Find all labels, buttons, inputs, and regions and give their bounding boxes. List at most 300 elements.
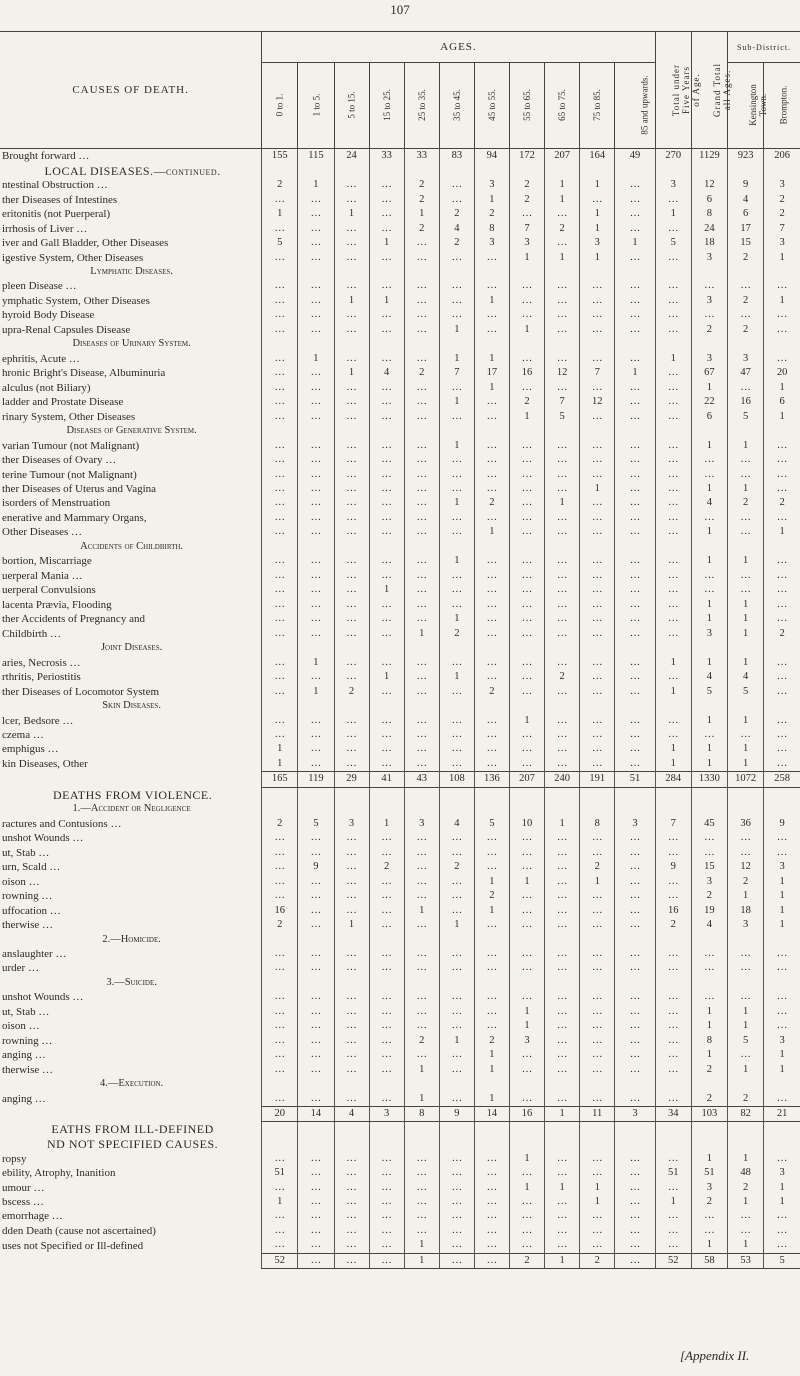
table-cell: … xyxy=(615,874,655,888)
table-cell: … xyxy=(655,626,691,640)
table-cell: … xyxy=(334,323,369,337)
table-cell: … xyxy=(509,569,544,583)
table-cell: … xyxy=(691,279,727,293)
table-cell: … xyxy=(580,831,615,845)
table-cell xyxy=(369,932,404,946)
table-cell xyxy=(474,1137,509,1151)
table-cell: … xyxy=(369,279,404,293)
table-cell: 1 xyxy=(691,525,727,539)
table-cell: … xyxy=(298,554,334,568)
table-cell: … xyxy=(404,1195,439,1209)
table-cell: 24 xyxy=(334,149,369,164)
row-label: bscess … xyxy=(2,1195,44,1208)
table-cell: … xyxy=(655,990,691,1004)
table-cell xyxy=(334,641,369,655)
table-cell: … xyxy=(545,757,580,772)
table-cell: … xyxy=(404,889,439,903)
table-cell: … xyxy=(474,846,509,860)
table-cell: 1 xyxy=(764,874,800,888)
table-cell: … xyxy=(545,655,580,669)
table-cell xyxy=(615,1122,655,1137)
table-cell: 1 xyxy=(691,655,727,669)
table-row xyxy=(0,918,800,932)
table-cell: … xyxy=(615,192,655,206)
table-cell: 1 xyxy=(298,655,334,669)
table-cell: … xyxy=(334,757,369,772)
table-cell xyxy=(369,641,404,655)
table-cell: … xyxy=(764,1224,800,1238)
table-cell: … xyxy=(545,438,580,452)
table-cell: … xyxy=(404,409,439,423)
table-cell: … xyxy=(369,1048,404,1062)
table-cell: … xyxy=(615,395,655,409)
table-cell: 1 xyxy=(545,1180,580,1194)
table-cell: … xyxy=(298,511,334,525)
table-cell: … xyxy=(369,381,404,395)
table-cell xyxy=(404,337,439,351)
table-cell: 3 xyxy=(615,1106,655,1121)
table-cell xyxy=(369,337,404,351)
table-cell: 191 xyxy=(580,772,615,787)
table-cell xyxy=(404,540,439,554)
row-label: uerperal Convulsions xyxy=(2,584,96,597)
table-cell: … xyxy=(764,569,800,583)
table-cell: … xyxy=(615,742,655,756)
table-cell: … xyxy=(369,1180,404,1194)
table-cell xyxy=(509,540,544,554)
table-row xyxy=(0,409,800,423)
table-cell: … xyxy=(298,670,334,684)
table-cell xyxy=(404,1137,439,1151)
row-label: varian Tumour (not Malignant) xyxy=(2,439,140,452)
table-cell: … xyxy=(615,1238,655,1253)
table-cell: … xyxy=(369,1091,404,1106)
table-cell: … xyxy=(474,279,509,293)
table-cell: 1 xyxy=(728,713,764,727)
table-cell xyxy=(580,787,615,802)
table-cell: … xyxy=(615,1209,655,1223)
section-heading-row xyxy=(0,540,800,554)
table-cell: 3 xyxy=(728,918,764,932)
table-cell: … xyxy=(615,569,655,583)
table-cell: … xyxy=(298,903,334,917)
row-label: ladder and Prostate Disease xyxy=(2,396,124,409)
table-cell: 4 xyxy=(691,918,727,932)
row-label: umour … xyxy=(2,1181,45,1194)
table-cell: 1 xyxy=(545,1253,580,1268)
table-cell: 1 xyxy=(439,554,474,568)
table-cell: … xyxy=(262,366,298,380)
table-cell: … xyxy=(404,525,439,539)
table-cell xyxy=(404,1122,439,1137)
table-cell: … xyxy=(615,1063,655,1077)
table-cell xyxy=(580,424,615,438)
table-cell: 53 xyxy=(728,1253,764,1268)
table-cell: … xyxy=(262,395,298,409)
table-cell xyxy=(728,641,764,655)
table-cell xyxy=(728,163,764,177)
table-cell: … xyxy=(262,1180,298,1194)
table-cell xyxy=(655,787,691,802)
table-cell: 7 xyxy=(509,221,544,235)
table-cell: … xyxy=(439,294,474,308)
table-cell: … xyxy=(474,1195,509,1209)
table-cell: 1 xyxy=(728,482,764,496)
table-cell: 1 xyxy=(728,1005,764,1019)
row-label: ropsy xyxy=(2,1152,27,1165)
table-cell xyxy=(545,540,580,554)
table-cell: … xyxy=(262,453,298,467)
table-cell xyxy=(298,163,334,177)
table-cell: … xyxy=(509,1224,544,1238)
table-cell: 4 xyxy=(334,1106,369,1121)
table-cell: … xyxy=(298,1209,334,1223)
table-cell: … xyxy=(298,1005,334,1019)
table-cell: … xyxy=(691,990,727,1004)
table-row xyxy=(0,612,800,626)
table-cell: … xyxy=(580,903,615,917)
table-cell: … xyxy=(404,918,439,932)
table-cell: 15 xyxy=(691,860,727,874)
table-cell: 34 xyxy=(655,1106,691,1121)
table-cell: 3 xyxy=(691,874,727,888)
table-cell: … xyxy=(580,583,615,597)
table-cell: 1 xyxy=(474,352,509,366)
table-cell: … xyxy=(298,598,334,612)
table-cell: 3 xyxy=(509,236,544,250)
table-cell xyxy=(545,1077,580,1091)
table-cell: … xyxy=(691,947,727,961)
table-cell: … xyxy=(655,554,691,568)
table-cell: 58 xyxy=(691,1253,727,1268)
table-cell: … xyxy=(404,1005,439,1019)
table-cell xyxy=(262,932,298,946)
row-label: uses not Specified or Ill-defined xyxy=(2,1239,144,1252)
table-cell: … xyxy=(615,1253,655,1268)
table-cell: … xyxy=(369,1238,404,1253)
table-cell: … xyxy=(545,511,580,525)
table-cell: 4 xyxy=(728,670,764,684)
table-cell: 136 xyxy=(474,772,509,787)
row-label: therwise … xyxy=(2,919,54,932)
table-cell: … xyxy=(439,583,474,597)
table-cell: 2 xyxy=(764,192,800,206)
table-cell: … xyxy=(545,990,580,1004)
table-cell: 2 xyxy=(509,192,544,206)
table-cell: … xyxy=(474,757,509,772)
table-cell: 1 xyxy=(655,1195,691,1209)
table-cell: … xyxy=(439,467,474,481)
table-cell: … xyxy=(404,874,439,888)
table-cell: … xyxy=(439,409,474,423)
table-cell: 1 xyxy=(439,612,474,626)
row-label: ut, Stab … xyxy=(2,1005,50,1018)
table-cell: … xyxy=(369,1151,404,1165)
table-cell: … xyxy=(298,961,334,975)
table-row xyxy=(0,1063,800,1077)
table-cell: … xyxy=(728,453,764,467)
table-cell: 1 xyxy=(404,207,439,221)
table-cell: … xyxy=(404,1209,439,1223)
table-cell: 8 xyxy=(404,1106,439,1121)
table-cell xyxy=(691,787,727,802)
table-cell: … xyxy=(298,742,334,756)
table-cell: … xyxy=(369,525,404,539)
table-cell: 16 xyxy=(509,366,544,380)
table-cell: … xyxy=(334,221,369,235)
table-cell: 4 xyxy=(691,670,727,684)
table-cell: … xyxy=(509,757,544,772)
table-cell: … xyxy=(655,381,691,395)
table-cell: 2 xyxy=(764,207,800,221)
table-cell: … xyxy=(655,1091,691,1106)
age-column-header: 25 to 35. xyxy=(404,63,439,149)
table-cell xyxy=(580,802,615,816)
table-cell: … xyxy=(580,670,615,684)
table-cell: … xyxy=(262,496,298,510)
table-cell: 9 xyxy=(439,1106,474,1121)
table-cell: 1 xyxy=(728,757,764,772)
table-cell: 2 xyxy=(580,1253,615,1268)
table-cell: … xyxy=(764,684,800,698)
table-cell: … xyxy=(369,1034,404,1048)
table-cell: … xyxy=(764,482,800,496)
table-cell: … xyxy=(545,1091,580,1106)
table-cell: 1 xyxy=(728,742,764,756)
table-cell: … xyxy=(509,511,544,525)
total-row xyxy=(0,1253,800,1268)
table-cell: 1 xyxy=(764,1063,800,1077)
table-cell xyxy=(262,1122,298,1137)
table-cell: … xyxy=(298,831,334,845)
row-label: emphigus … xyxy=(2,743,59,756)
table-row xyxy=(0,1238,800,1253)
table-cell: … xyxy=(545,525,580,539)
table-cell xyxy=(298,699,334,713)
table-cell: 1 xyxy=(728,554,764,568)
table-cell: 3 xyxy=(691,1180,727,1194)
table-cell: … xyxy=(691,1224,727,1238)
table-cell: 52 xyxy=(655,1253,691,1268)
table-cell: … xyxy=(509,903,544,917)
table-cell: 1 xyxy=(655,655,691,669)
table-cell: … xyxy=(474,554,509,568)
table-row xyxy=(0,670,800,684)
table-cell: … xyxy=(655,947,691,961)
table-cell: … xyxy=(655,598,691,612)
table-cell: … xyxy=(334,742,369,756)
row-label: 3.—Suicide. xyxy=(106,976,157,988)
table-cell: … xyxy=(298,990,334,1004)
table-cell: 2 xyxy=(691,1091,727,1106)
table-cell: … xyxy=(509,626,544,640)
table-cell: 7 xyxy=(545,395,580,409)
table-cell: 2 xyxy=(404,1034,439,1048)
table-cell: … xyxy=(615,947,655,961)
table-cell xyxy=(262,1077,298,1091)
table-cell: 16 xyxy=(262,903,298,917)
table-cell: 1129 xyxy=(691,149,727,164)
table-cell xyxy=(509,641,544,655)
table-cell: 1 xyxy=(655,684,691,698)
table-cell: … xyxy=(655,366,691,380)
table-cell: … xyxy=(509,381,544,395)
table-cell: … xyxy=(509,467,544,481)
table-cell xyxy=(764,787,800,802)
table-cell: 1 xyxy=(404,1253,439,1268)
row-label: therwise … xyxy=(2,1063,54,1076)
table-cell: 48 xyxy=(728,1166,764,1180)
table-cell: … xyxy=(580,918,615,932)
table-cell: … xyxy=(545,684,580,698)
table-cell: … xyxy=(509,612,544,626)
table-cell xyxy=(439,787,474,802)
table-cell: … xyxy=(369,569,404,583)
table-cell xyxy=(334,265,369,279)
table-cell: … xyxy=(509,947,544,961)
table-cell: … xyxy=(334,467,369,481)
table-cell: 1 xyxy=(509,1005,544,1019)
table-cell: … xyxy=(404,482,439,496)
table-cell: … xyxy=(298,713,334,727)
table-cell: 1 xyxy=(509,323,544,337)
table-cell xyxy=(655,424,691,438)
table-cell: 67 xyxy=(691,366,727,380)
table-cell xyxy=(369,802,404,816)
table-cell: 1 xyxy=(691,381,727,395)
table-cell: … xyxy=(655,889,691,903)
table-cell: … xyxy=(334,655,369,669)
table-cell xyxy=(545,424,580,438)
ages-header: AGES. xyxy=(262,32,656,63)
table-cell: … xyxy=(262,1209,298,1223)
table-cell xyxy=(615,424,655,438)
table-cell xyxy=(439,265,474,279)
table-row xyxy=(0,250,800,264)
row-label: ut, Stab … xyxy=(2,846,50,859)
table-cell: … xyxy=(404,655,439,669)
table-cell: … xyxy=(474,598,509,612)
table-cell: … xyxy=(545,467,580,481)
table-cell: … xyxy=(615,713,655,727)
table-cell: … xyxy=(474,626,509,640)
table-cell: … xyxy=(404,1048,439,1062)
table-cell xyxy=(728,540,764,554)
table-cell: 51 xyxy=(262,1166,298,1180)
table-cell: 1 xyxy=(474,294,509,308)
table-cell: 10 xyxy=(509,817,544,831)
table-cell: 3 xyxy=(728,352,764,366)
table-cell: 9 xyxy=(655,860,691,874)
row-label: urn, Scald … xyxy=(2,861,61,874)
table-cell: … xyxy=(334,236,369,250)
table-cell: … xyxy=(655,1151,691,1165)
table-cell: … xyxy=(298,1238,334,1253)
table-cell xyxy=(404,932,439,946)
table-cell: … xyxy=(615,1166,655,1180)
table-cell: … xyxy=(369,1019,404,1033)
table-row xyxy=(0,511,800,525)
table-cell: … xyxy=(369,598,404,612)
table-row xyxy=(0,323,800,337)
table-row xyxy=(0,395,800,409)
table-header xyxy=(0,32,800,149)
table-cell: … xyxy=(580,1224,615,1238)
table-cell: … xyxy=(615,684,655,698)
table-cell: 2 xyxy=(728,1091,764,1106)
table-cell: … xyxy=(545,323,580,337)
table-cell: 1 xyxy=(474,381,509,395)
table-cell: … xyxy=(615,308,655,322)
table-cell: … xyxy=(404,395,439,409)
row-label: 1.—Accident or Negligence xyxy=(72,803,191,815)
table-cell: 9 xyxy=(764,817,800,831)
table-cell: … xyxy=(334,1166,369,1180)
table-cell: … xyxy=(262,381,298,395)
table-cell: … xyxy=(369,947,404,961)
table-cell xyxy=(615,802,655,816)
table-cell: … xyxy=(764,323,800,337)
table-cell: 1 xyxy=(439,918,474,932)
table-cell: … xyxy=(728,1048,764,1062)
table-cell: … xyxy=(404,381,439,395)
table-cell xyxy=(439,1122,474,1137)
table-cell: … xyxy=(545,903,580,917)
table-cell: 45 xyxy=(691,817,727,831)
table-cell: … xyxy=(439,1166,474,1180)
table-cell: … xyxy=(580,511,615,525)
table-cell: 1 xyxy=(580,874,615,888)
age-column-header: 1 to 5. xyxy=(298,63,334,149)
table-cell: 1 xyxy=(691,1019,727,1033)
table-cell: … xyxy=(334,1091,369,1106)
table-cell: … xyxy=(509,554,544,568)
table-cell xyxy=(655,163,691,177)
table-cell: … xyxy=(615,250,655,264)
table-cell: … xyxy=(439,831,474,845)
table-cell: … xyxy=(439,947,474,961)
table-cell xyxy=(509,424,544,438)
table-cell: … xyxy=(262,467,298,481)
table-cell: 3 xyxy=(474,178,509,192)
table-cell: … xyxy=(728,990,764,1004)
table-cell: … xyxy=(404,352,439,366)
table-cell: … xyxy=(580,323,615,337)
table-cell: … xyxy=(404,728,439,742)
table-cell: 5 xyxy=(728,684,764,698)
table-cell: … xyxy=(298,236,334,250)
table-cell: … xyxy=(262,525,298,539)
table-cell: 6 xyxy=(728,207,764,221)
table-cell: … xyxy=(580,990,615,1004)
table-cell: … xyxy=(404,1019,439,1033)
table-cell xyxy=(655,802,691,816)
table-cell: … xyxy=(439,903,474,917)
table-cell xyxy=(615,540,655,554)
table-cell: … xyxy=(298,366,334,380)
table-cell: … xyxy=(691,1209,727,1223)
table-cell: … xyxy=(262,1238,298,1253)
table-cell: … xyxy=(655,670,691,684)
table-cell: … xyxy=(298,569,334,583)
table-cell: … xyxy=(439,453,474,467)
table-cell xyxy=(474,802,509,816)
table-cell: 2 xyxy=(691,1063,727,1077)
table-cell: … xyxy=(728,1209,764,1223)
table-cell: … xyxy=(262,1224,298,1238)
table-cell: … xyxy=(655,192,691,206)
table-cell xyxy=(764,802,800,816)
